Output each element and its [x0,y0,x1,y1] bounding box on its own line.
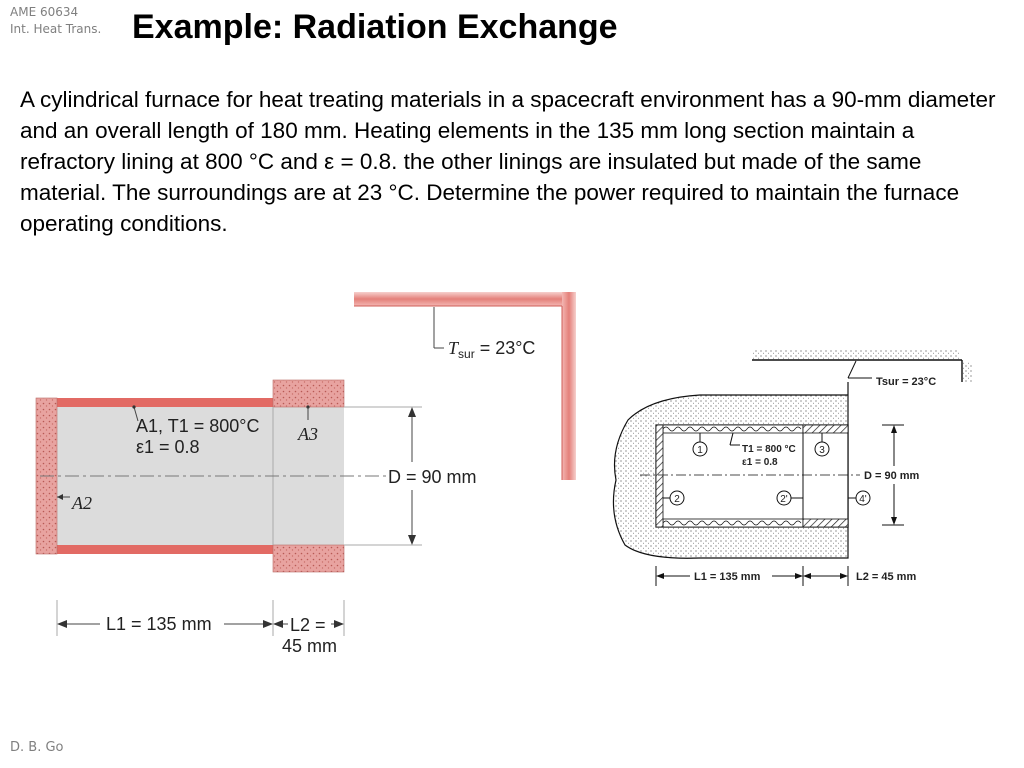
svg-text:2: 2 [674,494,680,505]
right-l1-label: L1 = 135 mm [694,571,761,583]
a3-label: A3 [298,424,318,444]
right-l2-label: L2 = 45 mm [856,571,917,583]
right-insulated-bottom [803,519,848,527]
right-eps-label: ε1 = 0.8 [742,457,778,468]
right-t1-label: T1 = 800 °C [742,444,796,455]
right-tsur-label: Tsur = 23°C [876,376,937,388]
right-diameter-label: D = 90 mm [864,470,920,482]
left-l2-label: L2 = [290,615,326,635]
left-tsur-label: $T_{sur} = 23^\circ C$ [448,338,536,361]
course-code: AME 60634 [10,5,79,19]
eps1-label: ε1 = 0.8 [136,437,200,457]
right-cavity [656,425,848,527]
course-name: Int. Heat Trans. [10,22,102,36]
a2-label: A2 [72,493,92,513]
left-diameter-label: D = 90 mm [388,467,477,487]
svg-text:4': 4' [859,494,867,505]
svg-text:3: 3 [819,445,825,456]
svg-text:2': 2' [780,494,788,505]
slide-title: Example: Radiation Exchange [132,8,618,46]
right-insulated-top [803,425,848,433]
footer-author: D. B. Go [10,740,64,755]
a1-t1-label: A1, T1 = 800°C [136,416,260,436]
right-heater-top [663,425,803,433]
right-heater-bottom [663,519,803,527]
problem-statement: A cylindrical furnace for heat treating materials in a spacecraft environment has a 90-mm diameter and an overall length of 180 mm. Heating elements in the 135 mm long section maintain a refractory lining at 800 °C and ε = 0.8. the other linings are insulated but made of the same material. The surroundings are at 23 °C. Determine the power required to maintain the furnace operating conditions. [20,87,996,236]
left-l1-label: L1 = 135 mm [106,614,212,634]
svg-text:1: 1 [697,445,703,456]
left-l2-value: 45 mm [282,636,338,656]
marker-4-prime [848,491,870,505]
right-end-wall [656,425,663,527]
